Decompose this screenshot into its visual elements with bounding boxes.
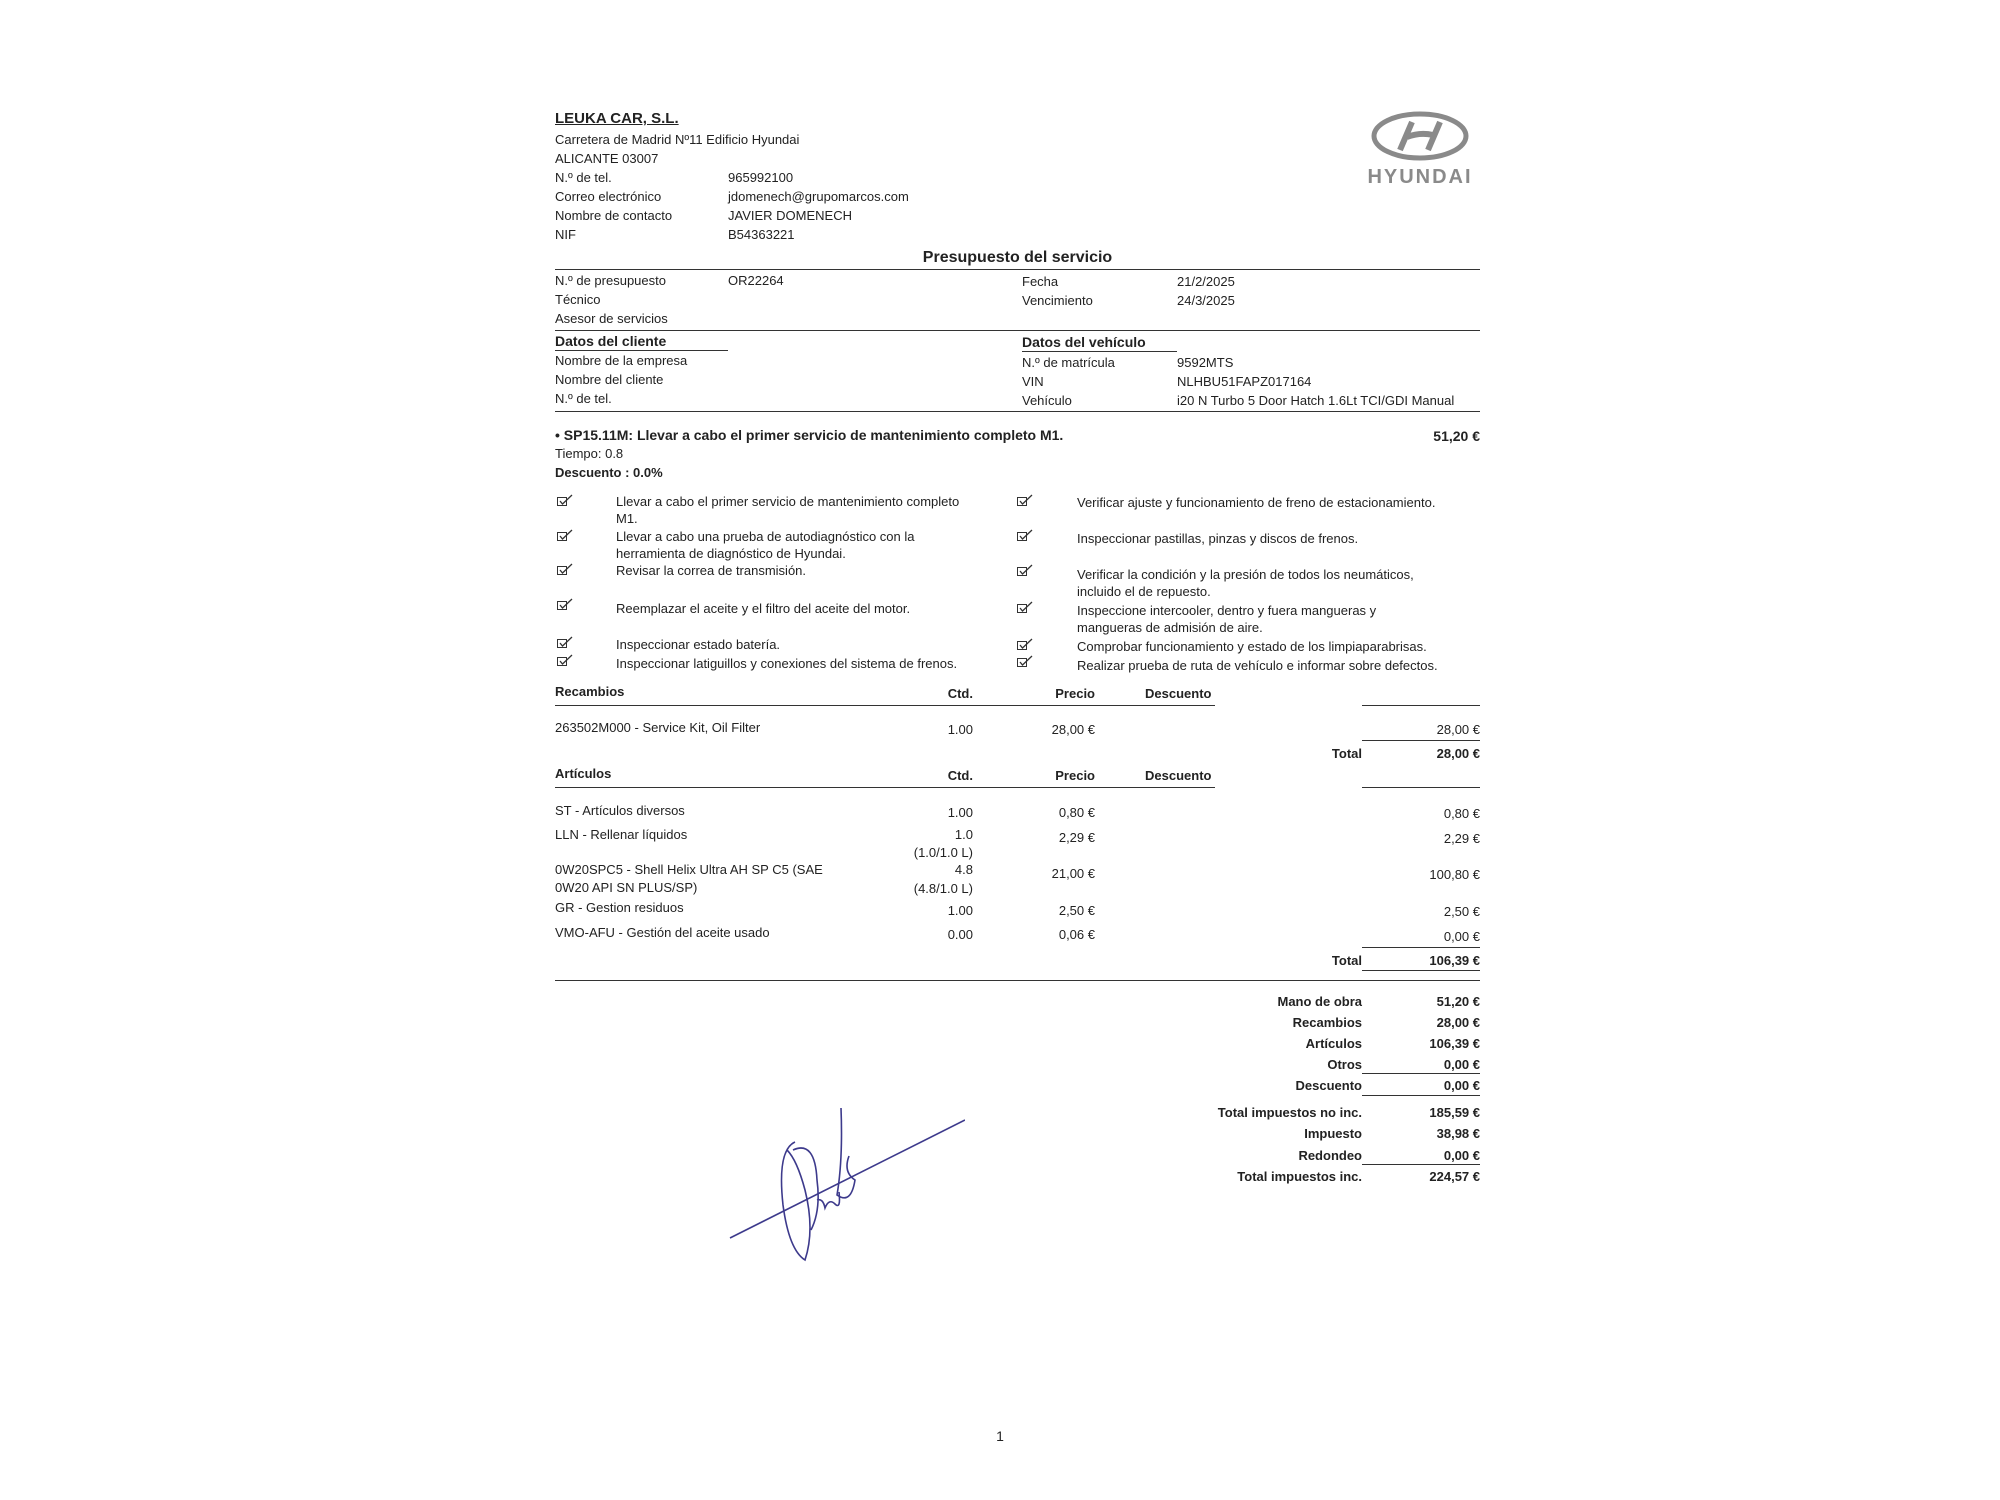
checkbox-checked-icon <box>557 529 570 540</box>
client-phone-label: N.º de tel. <box>555 391 612 406</box>
checkbox-checked-icon <box>1017 564 1030 575</box>
task-right-4-line2: mangueras de admisión de aire. <box>1077 620 1263 635</box>
articles-row-qty-detail: (1.0/1.0 L) <box>913 845 973 860</box>
technician-label: Técnico <box>555 292 601 307</box>
page-title: Presupuesto del servicio <box>922 249 1113 266</box>
summary-parts-value: 28,00 € <box>1436 1015 1480 1030</box>
summary-labour-value: 51,20 € <box>1436 994 1480 1009</box>
company-contact-value: JAVIER DOMENECH <box>728 208 852 223</box>
hyundai-logo <box>1360 110 1480 200</box>
articles-header-discount: Descuento <box>1145 768 1212 783</box>
quote-number-label: N.º de presupuesto <box>555 273 666 288</box>
task-left-1-line2: M1. <box>616 511 638 526</box>
summary-rounding-value: 0,00 € <box>1443 1148 1480 1163</box>
company-contact-label: Nombre de contacto <box>555 208 673 223</box>
summary-labour-label: Mano de obra <box>1277 994 1362 1009</box>
parts-header-price: Precio <box>1055 686 1095 701</box>
task-right-3-line2: incluido el de repuesto. <box>1077 584 1211 599</box>
date-label: Fecha <box>1022 274 1059 289</box>
summary-articles-label: Artículos <box>1305 1036 1362 1051</box>
quote-number-value: OR22264 <box>728 273 784 288</box>
parts-total-value: 28,00 € <box>1436 746 1480 761</box>
vin-label: VIN <box>1022 374 1044 389</box>
company-nif-value: B54363221 <box>728 227 795 242</box>
articles-row-qty: 4.8 <box>954 862 973 877</box>
checkbox-checked-icon <box>1017 494 1030 505</box>
summary-discount-value: 0,00 € <box>1443 1078 1480 1093</box>
advisor-label: Asesor de servicios <box>555 311 668 326</box>
checkbox-checked-icon <box>1017 655 1030 666</box>
table-row-line2: 0W20 API SN PLUS/SP) <box>555 880 698 895</box>
summary-subtotal-label: Total impuestos no inc. <box>1217 1105 1362 1120</box>
summary-other-value: 0,00 € <box>1443 1057 1480 1072</box>
summary-other-label: Otros <box>1327 1057 1362 1072</box>
parts-header-qty: Ctd. <box>947 686 973 701</box>
task-right-3-line1: Verificar la condición y la presión de todos los neumáticos, <box>1077 567 1414 582</box>
parts-row-price: 28,00 € <box>1051 722 1095 737</box>
task-left-5: Inspeccionar estado batería. <box>616 637 781 652</box>
logo-text: HYUNDAI <box>1367 166 1473 188</box>
task-left-4: Reemplazar el aceite y el filtro del aceite del motor. <box>616 601 911 616</box>
vehicle-section-title: Datos del vehículo <box>1022 334 1146 350</box>
articles-row-total: 2,29 € <box>1443 831 1480 846</box>
client-name-label: Nombre del cliente <box>555 372 664 387</box>
service-discount: Descuento : 0.0% <box>555 465 663 480</box>
task-right-4-line1: Inspeccione intercooler, dentro y fuera mangueras y <box>1077 603 1377 618</box>
articles-total-value: 106,39 € <box>1429 953 1480 968</box>
parts-header-discount: Descuento <box>1145 686 1212 701</box>
table-row: ST - Artículos diversos <box>555 803 685 818</box>
checkbox-checked-icon <box>557 563 570 574</box>
company-email-value: jdomenech@grupomarcos.com <box>728 189 909 204</box>
table-row: VMO-AFU - Gestión del aceite usado <box>555 925 770 940</box>
articles-row-price: 0,80 € <box>1058 805 1095 820</box>
articles-row-total: 100,80 € <box>1429 867 1480 882</box>
summary-tax-value: 38,98 € <box>1436 1126 1480 1141</box>
checkbox-checked-icon <box>557 636 570 647</box>
task-right-6: Realizar prueba de ruta de vehículo e informar sobre defectos. <box>1077 658 1438 673</box>
vin-value: NLHBU51FAPZ017164 <box>1177 374 1312 389</box>
summary-rounding-label: Redondeo <box>1298 1148 1362 1163</box>
company-phone-label: N.º de tel. <box>555 170 612 185</box>
articles-row-total: 0,00 € <box>1443 929 1480 944</box>
date-value: 21/2/2025 <box>1177 274 1235 289</box>
articles-row-total: 0,80 € <box>1443 806 1480 821</box>
task-left-1-line1: Llevar a cabo el primer servicio de mantenimiento completo <box>616 494 960 509</box>
articles-row-price: 0,06 € <box>1058 927 1095 942</box>
summary-discount-label: Descuento <box>1295 1078 1362 1093</box>
client-company-label: Nombre de la empresa <box>555 353 688 368</box>
articles-row-price: 21,00 € <box>1051 866 1095 881</box>
service-bullet: • <box>555 427 560 443</box>
task-left-2-line2: herramienta de diagnóstico de Hyundai. <box>616 546 846 561</box>
company-email-label: Correo electrónico <box>555 189 662 204</box>
handwritten-signature-icon <box>725 1080 965 1270</box>
articles-header-price: Precio <box>1055 768 1095 783</box>
summary-total-value: 224,57 € <box>1429 1169 1480 1184</box>
hyundai-logo-icon <box>1360 110 1480 162</box>
signature <box>725 1080 965 1270</box>
task-right-5: Comprobar funcionamiento y estado de los limpiaparabrisas. <box>1077 639 1427 654</box>
articles-row-qty: 0.00 <box>947 927 973 942</box>
table-row: LLN - Rellenar líquidos <box>555 827 688 842</box>
checkbox-checked-icon <box>1017 638 1030 649</box>
vehicle-label: Vehículo <box>1022 393 1072 408</box>
service-time: Tiempo: 0.8 <box>555 446 624 461</box>
due-date-label: Vencimiento <box>1022 293 1093 308</box>
articles-header-name: Artículos <box>555 766 612 781</box>
checkbox-checked-icon <box>557 494 570 505</box>
task-left-6: Inspeccionar latiguillos y conexiones del sistema de frenos. <box>616 656 958 671</box>
company-address-line1: Carretera de Madrid Nº11 Edificio Hyundai <box>555 132 800 147</box>
articles-total-label: Total <box>1331 953 1362 968</box>
task-right-2: Inspeccionar pastillas, pinzas y discos de frenos. <box>1077 531 1359 546</box>
task-right-1: Verificar ajuste y funcionamiento de freno de estacionamiento. <box>1077 495 1436 510</box>
client-section-title: Datos del cliente <box>555 333 667 349</box>
company-address-line2: ALICANTE 03007 <box>555 151 659 166</box>
articles-row-qty: 1.00 <box>947 903 973 918</box>
table-row: 0W20SPC5 - Shell Helix Ultra AH SP C5 (SAE <box>555 862 823 877</box>
articles-row-qty: 1.00 <box>947 805 973 820</box>
parts-header-name: Recambios <box>555 684 625 699</box>
summary-tax-label: Impuesto <box>1304 1126 1362 1141</box>
service-title-text: SP15.11M: Llevar a cabo el primer servicio de mantenimiento completo M1. <box>563 427 1064 443</box>
parts-total-label: Total <box>1331 746 1362 761</box>
company-nif-label: NIF <box>555 227 576 242</box>
articles-row-price: 2,50 € <box>1058 903 1095 918</box>
articles-row-qty: 1.0 <box>954 827 973 842</box>
company-name: LEUKA CAR, S.L. <box>555 110 679 127</box>
articles-header-qty: Ctd. <box>947 768 973 783</box>
articles-row-qty-detail: (4.8/1.0 L) <box>913 881 973 896</box>
due-date-value: 24/3/2025 <box>1177 293 1235 308</box>
parts-row-qty: 1.00 <box>947 722 973 737</box>
service-price: 51,20 € <box>1433 428 1480 444</box>
page-number: 1 <box>996 1428 1004 1444</box>
plate-value: 9592MTS <box>1177 355 1234 370</box>
checkbox-checked-icon <box>557 654 570 665</box>
checkbox-checked-icon <box>1017 529 1030 540</box>
table-row: GR - Gestion residuos <box>555 900 684 915</box>
task-left-3: Revisar la correa de transmisión. <box>616 563 807 578</box>
plate-label: N.º de matrícula <box>1022 355 1115 370</box>
table-row: 263502M000 - Service Kit, Oil Filter <box>555 720 761 735</box>
summary-parts-label: Recambios <box>1292 1015 1362 1030</box>
summary-articles-value: 106,39 € <box>1429 1036 1480 1051</box>
task-left-2-line1: Llevar a cabo una prueba de autodiagnóstico con la <box>616 529 915 544</box>
checkbox-checked-icon <box>1017 601 1030 612</box>
vehicle-value: i20 N Turbo 5 Door Hatch 1.6Lt TCI/GDI Manual <box>1177 393 1455 408</box>
summary-subtotal-value: 185,59 € <box>1429 1105 1480 1120</box>
articles-row-total: 2,50 € <box>1443 904 1480 919</box>
checkbox-checked-icon <box>557 598 570 609</box>
summary-total-label: Total impuestos inc. <box>1237 1169 1362 1184</box>
parts-row-total: 28,00 € <box>1436 722 1480 737</box>
service-title <box>555 427 1063 443</box>
articles-row-price: 2,29 € <box>1058 830 1095 845</box>
company-phone-value: 965992100 <box>728 170 794 185</box>
